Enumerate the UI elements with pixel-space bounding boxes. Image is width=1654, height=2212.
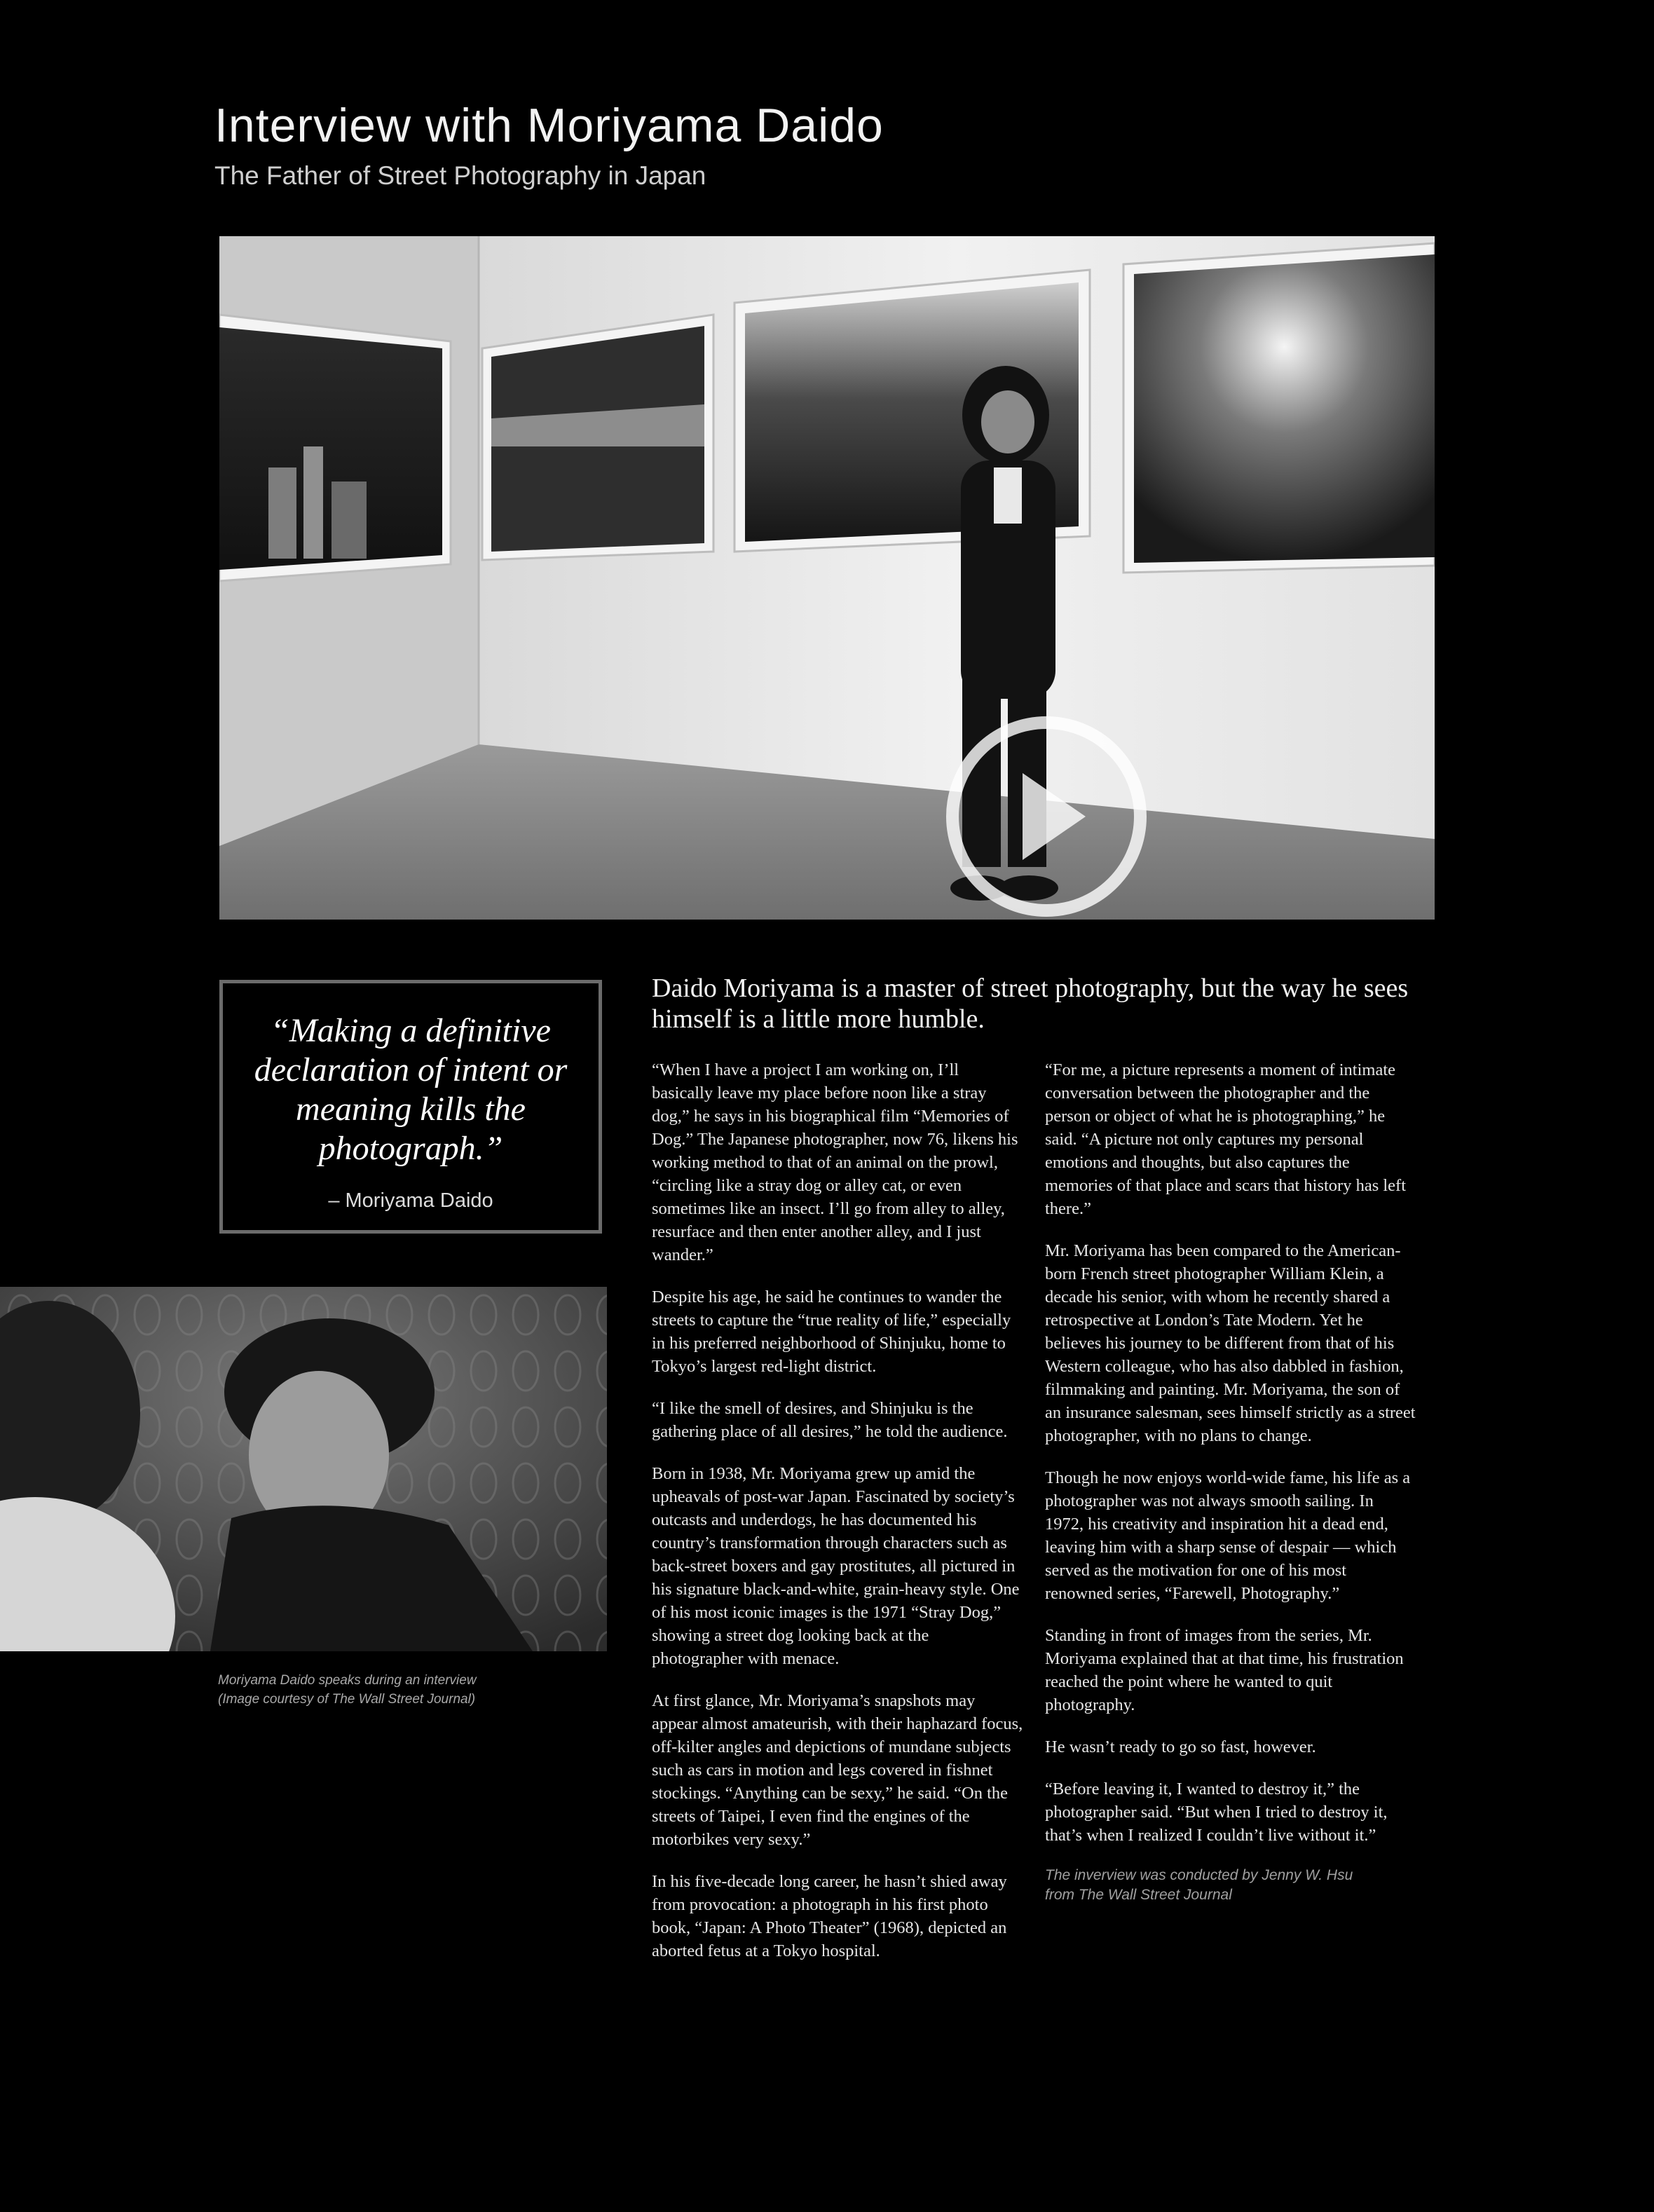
pull-quote-author: – Moriyama Daido bbox=[328, 1189, 493, 1212]
article-column-2 bbox=[1045, 1058, 1416, 1905]
caption-line: (Image courtesy of The Wall Street Journal) bbox=[218, 1692, 476, 1707]
paragraph: He wasn’t ready to go so fast, however. bbox=[1045, 1737, 1316, 1756]
paragraph: Despite his age, he said he continues to wander the streets to capture the “true reality of life,” especially in his preferred neighborhood of Shinjuku, home to Tokyo’s largest red-light district. bbox=[652, 1288, 1011, 1376]
photo-caption bbox=[218, 1671, 610, 1709]
video-player[interactable] bbox=[219, 236, 1435, 920]
page-subtitle: The Father of Street Photography in Japan bbox=[214, 161, 706, 190]
paragraph: “Before leaving it, I wanted to destroy it,” the photographer said. “But when I tried to destroy it, that’s when I realized I couldn’t live without it.” bbox=[1045, 1780, 1388, 1845]
article-column-1 bbox=[652, 1058, 1023, 1981]
gallery-photo bbox=[219, 236, 1435, 920]
paragraph: In his five-decade long career, he hasn’t shied away from provocation: a photograph in his first photo book, “Japan: A Photo Theater” (1968), depicted an aborted fetus at a Tokyo hospital. bbox=[652, 1872, 1007, 1960]
paragraph: “When I have a project I am working on, I’ll basically leave my place before noon like a stray dog,” he says in his biographical film “Memories of Dog.” The Japanese photographer, now 76, likens his working method to that of an animal on the prowl, “circling like a stray dog or alley cat, or even sometimes like an insect. I’ll go from alley to alley, resurface and then enter another alley, and I just wander.” bbox=[652, 1060, 1018, 1264]
credit-line: from The Wall Street Journal bbox=[1045, 1887, 1232, 1903]
paragraph: “I like the smell of desires, and Shinjuku is the gathering place of all desires,” he told the audience. bbox=[652, 1399, 1008, 1441]
interview-credit bbox=[1045, 1866, 1416, 1905]
paragraph: At first glance, Mr. Moriyama’s snapshots may appear almost amateurish, with their haphazard focus, off-kilter angles and depictions of mundane subjects such as cars in motion and legs covered in fishnet stockings. “Anything can be sexy,” he said. “On the streets of Taipei, I even find the engines of the motorbikes very sexy.” bbox=[652, 1691, 1023, 1849]
play-icon[interactable] bbox=[941, 711, 1151, 920]
article-lead: Daido Moriyama is a master of street photography, but the way he sees himself is a little more humble. bbox=[652, 974, 1409, 1034]
page-title: Interview with Moriyama Daido bbox=[214, 99, 884, 152]
credit-line: The inverview was conducted by Jenny W. Hsu bbox=[1045, 1867, 1353, 1883]
paragraph: Standing in front of images from the series, Mr. Moriyama explained that at that time, his frustration reached the point where he wanted to quit photography. bbox=[1045, 1626, 1404, 1714]
paragraph: Though he now enjoys world-wide fame, his life as a photographer was not always smooth sailing. In 1972, his creativity and inspiration hit a dead end, leaving him with a sharp sense of despair — which served as the motivation for one of his most renowned series, “Farewell, Photography.” bbox=[1045, 1468, 1411, 1603]
pull-quote-text: “Making a definitive declaration of intent or meaning kills the photograph.” bbox=[254, 1012, 568, 1167]
pull-quote bbox=[219, 980, 602, 1234]
interview-photo bbox=[0, 1287, 607, 1651]
paragraph: Mr. Moriyama has been compared to the American-born French street photographer William Klein, a decade his senior, with whom he recently shared a retrospective at London’s Tate Modern. Yet he believes his journey to be different from that of his Western colleague, who has also dabbled in fashion, filmmaking and painting. Mr. Moriyama, the son of an insurance salesman, sees himself strictly as a street photographer, with no plans to change. bbox=[1045, 1241, 1416, 1445]
paragraph: “For me, a picture represents a moment of intimate conversation between the photographer and the person or object of what he is photographing,” he said. “A picture not only captures my personal emotions and thoughts, but also captures the memories of that place and scars that history has left there.” bbox=[1045, 1060, 1407, 1218]
caption-line: Moriyama Daido speaks during an interview bbox=[218, 1673, 477, 1688]
paragraph: Born in 1938, Mr. Moriyama grew up amid the upheavals of post-war Japan. Fascinated by society’s outcasts and underdogs, he has documented his country’s transformation through characters such as back-street boxers and gay prostitutes, all pictured in his signature black-and-white, grain-heavy style. One of his most iconic images is the 1971 “Stray Dog,” showing a street dog looking back at the photographer with menace. bbox=[652, 1464, 1020, 1668]
